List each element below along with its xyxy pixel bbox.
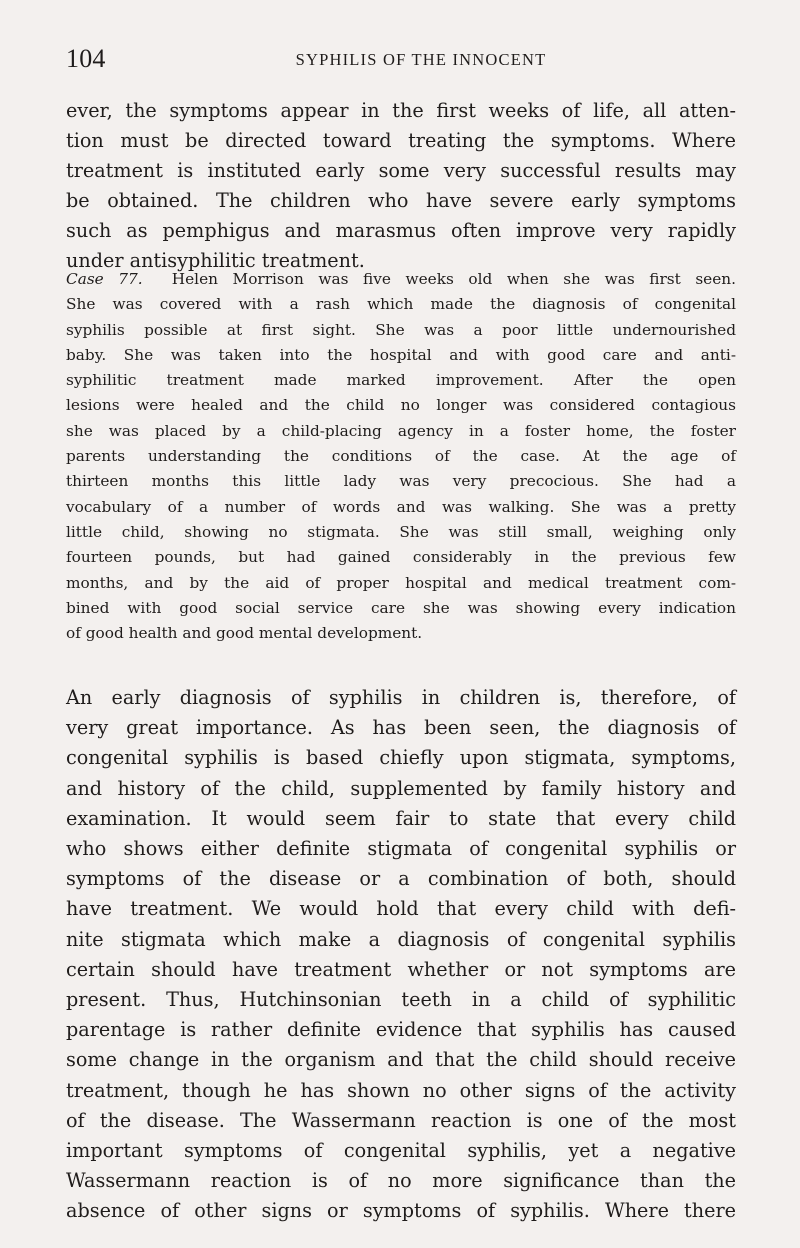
- text-line: months, and by the aid of proper hospital and medical treatment com-: [66, 573, 736, 592]
- paragraph-diagnosis: [66, 683, 736, 1227]
- text-line: such as pemphigus and marasmus often improve very rapidly: [66, 219, 736, 242]
- text-line: examination. It would seem fair to state that every child: [66, 806, 736, 830]
- text-line: treatment is instituted early some very successful results may: [66, 159, 736, 182]
- text-line: of good health and good mental development.: [66, 624, 423, 643]
- text-line: very great importance. As has been seen, the diagnosis of: [66, 716, 736, 740]
- text-line: lesions were healed and the child no longer was considered contagious: [66, 396, 736, 415]
- text-line: little child, showing no stigmata. She was still small, weighing only: [66, 522, 736, 541]
- text-line: She was covered with a rash which made the diagnosis of congenital: [66, 295, 736, 314]
- text-line: important symptoms of congenital syphilis, yet a negative: [66, 1139, 736, 1163]
- text-line: and history of the child, supplemented by family history and: [66, 776, 736, 800]
- page-number: 104: [66, 44, 106, 73]
- text-line: who shows either definite stigmata of congenital syphilis or: [66, 837, 736, 861]
- text-line: baby. She was taken into the hospital and with good care and anti-: [66, 345, 736, 364]
- paragraph-continuation: [66, 96, 736, 276]
- text-line: certain should have treatment whether or not symptoms are: [66, 957, 736, 981]
- text-line: [66, 267, 736, 292]
- text-line: parentage is rather definite evidence that syphilis has caused: [66, 1018, 736, 1042]
- text-line: nite stigmata which make a diagnosis of congenital syphilis: [66, 927, 736, 951]
- text-line: syphilitic treatment made marked improvement. After the open: [66, 371, 736, 390]
- text-line: be obtained. The children who have severe early symptoms: [66, 189, 736, 212]
- text-line: some change in the organism and that the child should receive: [66, 1048, 736, 1072]
- text-line: vocabulary of a number of words and was walking. She was a pretty: [66, 497, 736, 516]
- case-77-block: [66, 267, 736, 646]
- text-line: tion must be directed toward treating the symptoms. Where: [66, 129, 736, 152]
- text-line: parents understanding the conditions of the case. At the age of: [66, 447, 736, 466]
- case-line-text: Helen Morrison was five weeks old when she was first seen.: [171, 270, 736, 288]
- text-line: treatment, though he has shown no other signs of the activity: [66, 1078, 736, 1102]
- text-line: absence of other signs or symptoms of syphilis. Where there: [66, 1199, 736, 1223]
- text-line: An early diagnosis of syphilis in children is, therefore, of: [66, 686, 736, 709]
- text-line: have treatment. We would hold that every child with defi-: [66, 897, 736, 921]
- running-title: SYPHILIS OF THE INNOCENT: [295, 50, 547, 69]
- text-line: Wassermann reaction is of no more significance than the: [66, 1169, 736, 1193]
- text-line: of the disease. The Wassermann reaction is one of the most: [66, 1108, 736, 1132]
- text-line: symptoms of the disease or a combination of both, should: [66, 867, 736, 891]
- case-label: Case 77.: [66, 270, 143, 288]
- text-line: under antisyphilitic treatment.: [66, 249, 365, 272]
- text-line: ever, the symptoms appear in the first weeks of life, all atten-: [66, 99, 736, 122]
- text-line: present. Thus, Hutchinsonian teeth in a child of syphilitic: [66, 988, 736, 1012]
- page-header: [66, 42, 736, 76]
- text-line: she was placed by a child-placing agency in a foster home, the foster: [66, 421, 736, 440]
- text-line: thirteen months this little lady was very precocious. She had a: [66, 472, 736, 491]
- text-line: fourteen pounds, but had gained considerably in the previous few: [66, 548, 736, 567]
- text-line: congenital syphilis is based chiefly upon stigmata, symptoms,: [66, 746, 736, 770]
- text-line: bined with good social service care she was showing every indication: [66, 598, 736, 617]
- text-line: syphilis possible at first sight. She was a poor little undernourished: [66, 320, 736, 339]
